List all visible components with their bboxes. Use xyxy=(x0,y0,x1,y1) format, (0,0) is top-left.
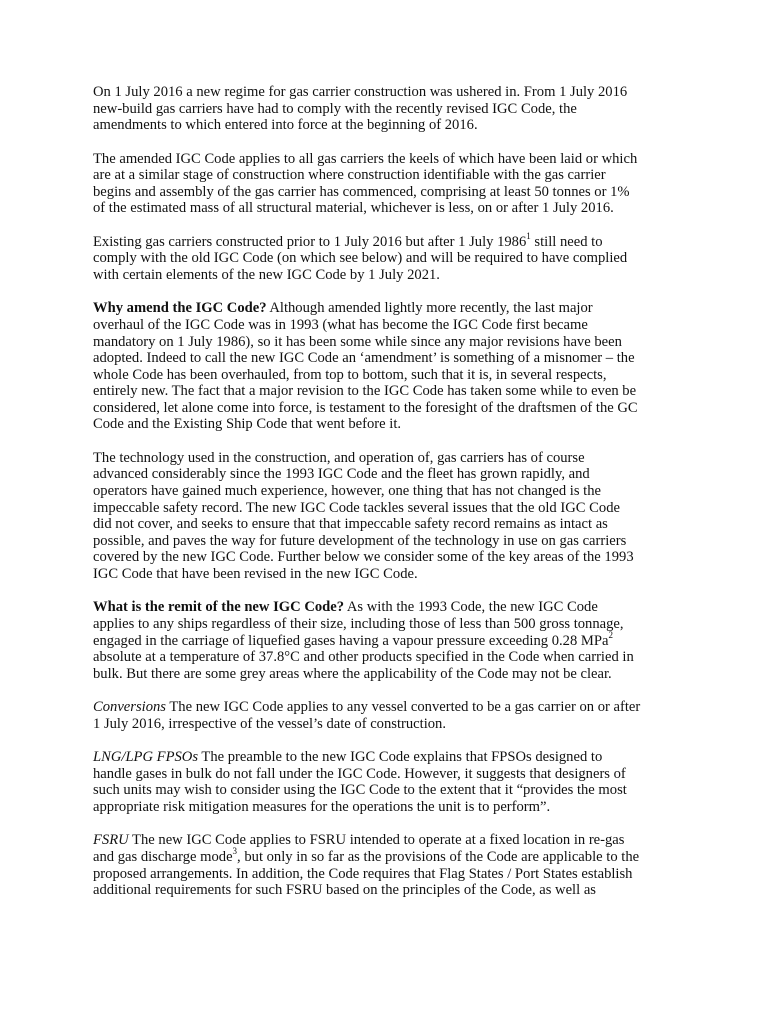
text-line: of the estimated mass of all structural material, whichever is less, on or after 1 July 2016. xyxy=(93,200,614,217)
text-run: The new IGC Code applies to any vessel converted to be a gas carrier on or after xyxy=(165,699,641,716)
subsection-heading: FSRU xyxy=(93,832,129,849)
subsection-heading: LNG/LPG FPSOs xyxy=(93,749,199,766)
text-line: are at a similar stage of construction where construction identifiable with the gas carrier xyxy=(93,167,606,184)
text-line: with certain elements of the new IGC Code by 1 July 2021. xyxy=(93,266,440,283)
text-run: still need to xyxy=(530,233,603,250)
text-line: applies to any ships regardless of their size, including those of less than 500 gross tonnage, xyxy=(93,616,624,633)
document-body xyxy=(93,84,683,916)
text-line: bulk. But there are some grey areas where the applicability of the Code may not be clear. xyxy=(93,665,612,682)
text-line xyxy=(93,832,683,849)
text-line xyxy=(93,230,683,251)
text-line: proposed arrangements. In addition, the Code requires that Flag States / Port States establish xyxy=(93,865,633,882)
paragraph-existing xyxy=(93,230,683,284)
text-line: possible, and paves the way for future development of the technology in use on gas carriers xyxy=(93,532,627,549)
paragraph-remit xyxy=(93,599,683,682)
text-run: Although amended lightly more recently, the last major xyxy=(266,300,593,317)
paragraph-technology xyxy=(93,450,683,583)
footnote-ref: 3 xyxy=(232,846,238,857)
paragraph-applies xyxy=(93,151,683,217)
text-line xyxy=(93,599,683,616)
paragraph-conversions xyxy=(93,699,683,732)
text-line: The amended IGC Code applies to all gas carriers the keels of which have been laid or which xyxy=(93,150,638,167)
text-line: did not cover, and seeks to ensure that that impeccable safety record remains as intact as xyxy=(93,516,608,533)
text-line: additional requirements for such FSRU based on the principles of the Code, as well as xyxy=(93,882,596,899)
text-line: 1 July 2016, irrespective of the vessel’s date of construction. xyxy=(93,715,447,732)
text-line: entirely new. The fact that a major revision to the IGC Code has taken some while to even be xyxy=(93,383,637,400)
text-run: , but only in so far as the provisions of the Code are applicable to the xyxy=(237,848,640,865)
text-line: advanced considerably since the 1993 IGC Code and the fleet has grown rapidly, and xyxy=(93,466,590,483)
subsection-heading: Conversions xyxy=(93,699,166,716)
text-line: new-build gas carriers have had to comply with the recently revised IGC Code, the xyxy=(93,100,577,117)
text-line: handle gases in bulk do not fall under the IGC Code. However, it suggests that designers of xyxy=(93,765,626,782)
text-line xyxy=(93,300,683,317)
text-line: The technology used in the construction, and operation of, gas carriers has of course xyxy=(93,449,585,466)
paragraph-why xyxy=(93,300,683,433)
paragraph-intro xyxy=(93,84,683,134)
text-line xyxy=(93,749,683,766)
text-line xyxy=(93,699,683,716)
footnote-ref: 1 xyxy=(526,230,531,241)
paragraph-fsru xyxy=(93,832,683,898)
text-line: Code and the Existing Ship Code that went before it. xyxy=(93,416,402,433)
text-line: absolute at a temperature of 37.8°C and other products specified in the Code when carried in xyxy=(93,649,634,666)
section-heading: What is the remit of the new IGC Code? xyxy=(93,599,345,616)
text-run: As with the 1993 Code, the new IGC Code xyxy=(344,599,598,616)
text-line: begins and assembly of the gas carrier has commenced, comprising at least 50 tonnes or 1% xyxy=(93,183,630,200)
text-line: considered, let alone come into force, is testament to the foresight of the draftsmen of the GC xyxy=(93,399,638,416)
text-line: whole Code has been overhauled, from top to bottom, such that it is, in several respects, xyxy=(93,366,607,383)
paragraph-fpsos xyxy=(93,749,683,815)
text-line xyxy=(93,846,683,866)
footnote-ref: 2 xyxy=(608,629,613,640)
text-line: mandatory on 1 July 1986), so it has been some while since any major revisions have been xyxy=(93,333,622,350)
text-line xyxy=(93,629,683,650)
text-line: On 1 July 2016 a new regime for gas carrier construction was ushered in. From 1 July 2016 xyxy=(93,84,628,100)
text-run: and gas discharge mode xyxy=(93,848,233,865)
text-line: impeccable safety record. The new IGC Code tackles several issues that the old IGC Code xyxy=(93,499,620,516)
text-line: adopted. Indeed to call the new IGC Code an ‘amendment’ is something of a misnomer – the xyxy=(93,350,635,367)
text-line: appropriate risk mitigation measures for the operations the unit is to perform”. xyxy=(93,798,551,815)
text-run: engaged in the carriage of liquefied gases having a vapour pressure exceeding 0.28 MPa xyxy=(93,632,609,649)
text-line: operators have gained much experience, however, one thing that has not changed is the xyxy=(93,483,601,500)
text-line: IGC Code that have been revised in the new IGC Code. xyxy=(93,566,418,583)
text-run: The preamble to the new IGC Code explains that FPSOs designed to xyxy=(198,749,603,766)
text-run: The new IGC Code applies to FSRU intended to operate at a fixed location in re-gas xyxy=(128,832,625,849)
text-line: amendments to which entered into force at the beginning of 2016. xyxy=(93,117,478,134)
text-line: such units may wish to consider using the IGC Code to the extent that it “provides the most xyxy=(93,782,627,799)
text-line: overhaul of the IGC Code was in 1993 (what has become the IGC Code first became xyxy=(93,316,588,333)
text-line: covered by the new IGC Code. Further below we consider some of the key areas of the 1993 xyxy=(93,549,634,566)
section-heading: Why amend the IGC Code? xyxy=(93,300,267,317)
text-run: Existing gas carriers constructed prior to 1 July 2016 but after 1 July 1986 xyxy=(93,233,527,250)
text-line: comply with the old IGC Code (on which see below) and will be required to have complied xyxy=(93,250,628,267)
